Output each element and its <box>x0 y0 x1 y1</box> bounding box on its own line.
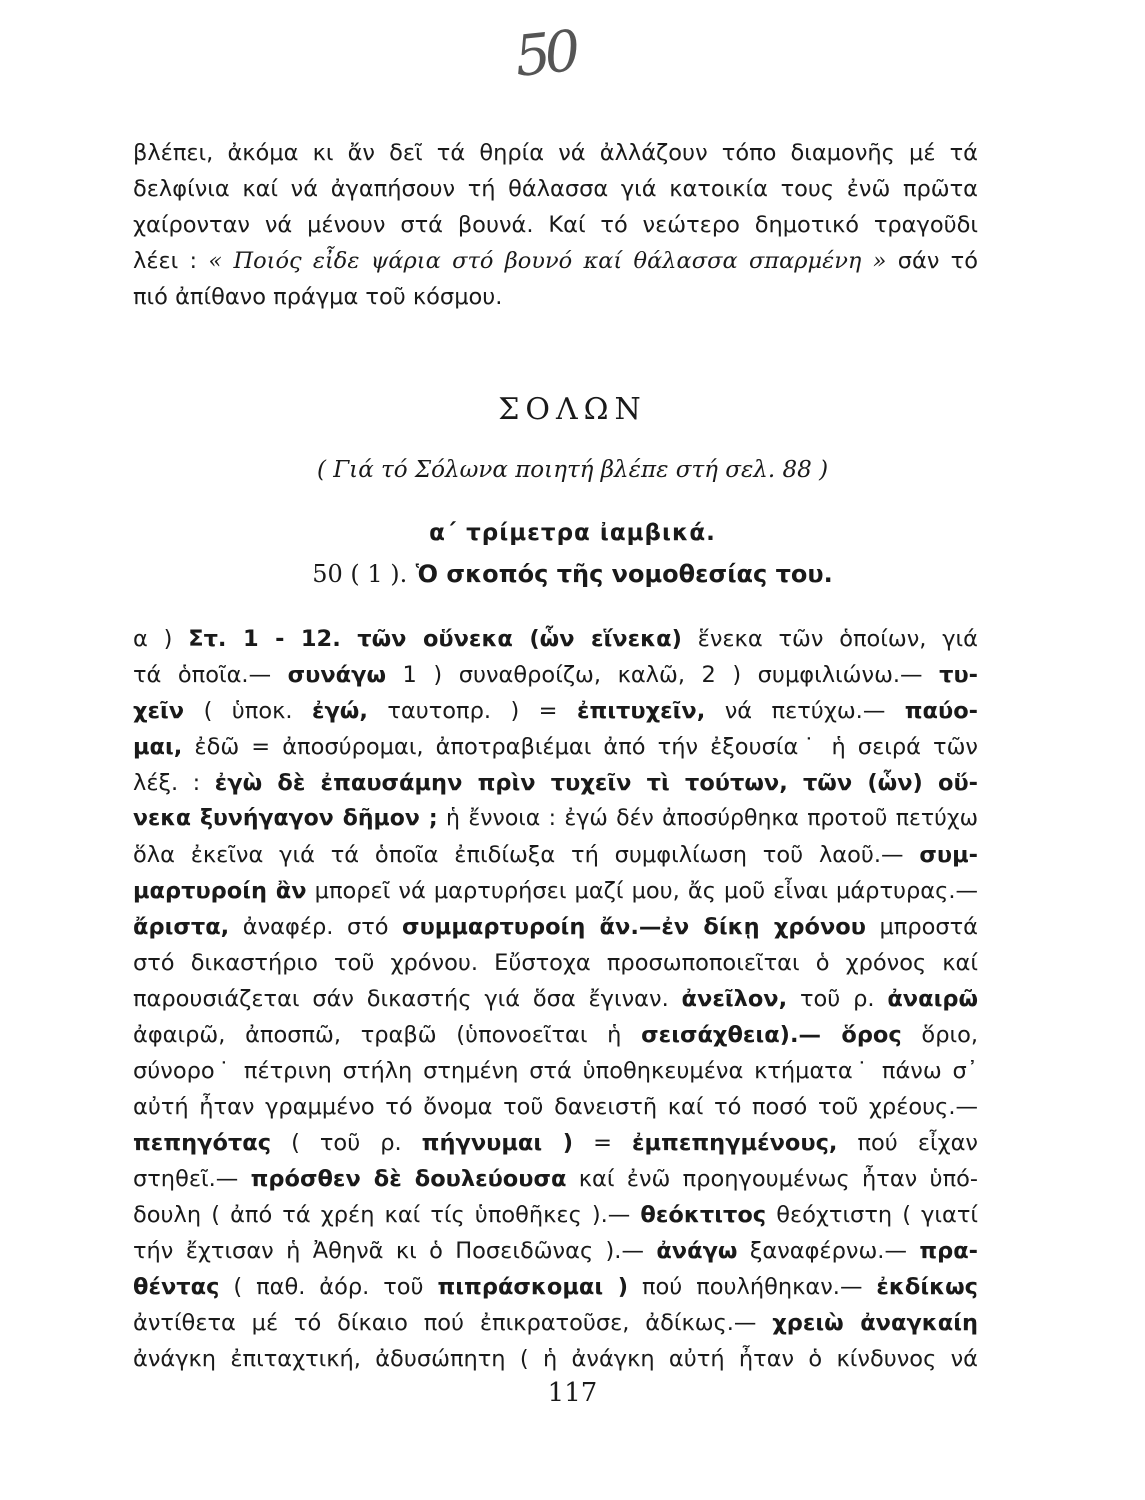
section-heading: ΣΟΛΩΝ <box>498 392 647 427</box>
body-line-13: σύνορο˙ πέτρινη στήλη στημένη στά ὑποθηκευμένα κτήματα˙ πάνω σ᾽ <box>133 1058 978 1084</box>
intro-line-5: πιό ἀπίθανο πράγμα τοῦ κόσμου. <box>133 284 503 310</box>
page-number: 117 <box>547 1378 598 1408</box>
body-line-5: λέξ. : ἐγὼ δὲ ἐπαυσάμην πρὶν τυχεῖν τὶ τούτων, τῶν (ὧν) οὕ- <box>133 770 979 796</box>
intro-line-1: βλέπει, ἀκόμα κι ἄν δεῖ τά θηρία νά ἀλλάζουν τόπο διαμονῆς μέ τά <box>133 140 978 166</box>
body-line-6: νεκα ξυνήγαγον δῆμον ; ἡ ἔννοια : ἐγώ δέν ἀποσύρθηκα προτοῦ πετύχω <box>133 806 978 831</box>
body-line-3: χεῖν ( ὑποκ. ἐγώ, ταυτοπρ. ) = ἐπιτυχεῖν, νά πετύχω.— παύο- <box>133 698 978 724</box>
body-line-18: τήν ἔχτισαν ἡ Ἀθηνᾶ κι ὁ Ποσειδῶνας ).— ἀνάγω ξαναφέρνω.— πρα- <box>133 1238 979 1264</box>
body-line-12: ἀφαιρῶ, ἀποσπῶ, τραβῶ (ὑπονοεῖται ἡ σεισάχθεια).— ὅρος ὅριο, <box>133 1022 979 1048</box>
body-line-8: μαρτυροίη ἂν μπορεῖ νά μαρτυρήσει μαζί μου, ἄς μοῦ εἶναι μάρτυρας.— <box>133 878 978 904</box>
folk-song-quote: « Ποιός εἶδε ψάρια στό βουνό καί θάλασσα σπαρμένη » <box>208 248 887 274</box>
body-line-15: πεπηγότας ( τοῦ ρ. πήγνυμαι ) = ἐμπεπηγμένους, πού εἶχαν <box>133 1130 978 1156</box>
fragment-title: 50 ( 1 ). Ὁ σκοπός τῆς νομοθεσίας του. <box>312 560 833 588</box>
intro-line-2: δελφίνια καί νά ἀγαπήσουν τή θάλασσα γιά κατοικία τους ἐνῶ πρῶτα <box>133 176 978 202</box>
intro-line-4: λέει : « Ποιός εἶδε ψάρια στό βουνό καί θάλασσα σπαρμένη » σάν τό <box>133 248 978 274</box>
body-line-4: μαι, ἐδῶ = ἀποσύρομαι, ἀποτραβιέμαι ἀπό τήν ἐξουσία˙ ἡ σειρά τῶν <box>133 734 978 760</box>
intro-line-3: χαίρονταν νά μένουν στά βουνά. Καί τό νεώτερο δημοτικό τραγοῦδι <box>133 212 978 238</box>
body-line-20: ἀντίθετα μέ τό δίκαιο πού ἐπικρατοῦσε, ἀδίκως.— χρειὼ ἀναγκαίη <box>133 1310 978 1336</box>
body-line-7: ὅλα ἐκεῖνα γιά τά ὁποῖα ἐπιδίωξα τή συμφιλίωση τοῦ λαοῦ.— συμ- <box>133 842 978 868</box>
body-line-19: θέντας ( παθ. ἀόρ. τοῦ πιπράσκομαι ) πού πουλήθηκαν.— ἐκδίκως <box>133 1274 978 1300</box>
body-line-10: στό δικαστήριο τοῦ χρόνου. Εὔστοχα προσωποποιεῖται ὁ χρόνος καί <box>133 950 978 976</box>
body-line-11: παρουσιάζεται σάν δικαστής γιά ὅσα ἔγιναν. ἀνεῖλον, τοῦ ρ. ἀναιρῶ <box>133 986 978 1012</box>
subsection-title: α΄ τρίμετρα ἰαμβικά. <box>429 520 716 546</box>
body-line-2: τά ὁποῖα.— συνάγω 1 ) συναθροίζω, καλῶ, 2 ) συμφιλιώνω.— τυ- <box>133 662 978 688</box>
body-line-9: ἄριστα, ἀναφέρ. στό συμμαρτυροίη ἄν.—ἐν δίκῃ χρόνου μπροστά <box>133 914 979 940</box>
handwritten-page-mark: 50 <box>511 19 578 90</box>
section-subtitle: ( Γιά τό Σόλωνα ποιητή βλέπε στή σελ. 88 ) <box>316 457 829 483</box>
body-line-21: ἀνάγκη ἐπιταχτική, ἀδυσώπητη ( ἡ ἀνάγκη αὐτή ἦταν ὁ κίνδυνος νά <box>133 1346 978 1372</box>
body-line-1: α ) Στ. 1 - 12. τῶν οὕνεκα (ὧν εἵνεκα) ἕνεκα τῶν ὁποίων, γιά <box>133 626 978 652</box>
body-line-14: αὐτή ἦταν γραμμένο τό ὄνομα τοῦ δανειστῆ καί τό ποσό τοῦ χρέους.— <box>133 1094 978 1120</box>
body-line-17: δουλη ( ἀπό τά χρέη καί τίς ὑποθῆκες ).— θεόκτιτος θεόχτιστη ( γιατί <box>133 1202 979 1228</box>
body-line-16: στηθεῖ.— πρόσθεν δὲ δουλεύουσα καί ἐνῶ προηγουμένως ἦταν ὑπό- <box>133 1166 978 1192</box>
